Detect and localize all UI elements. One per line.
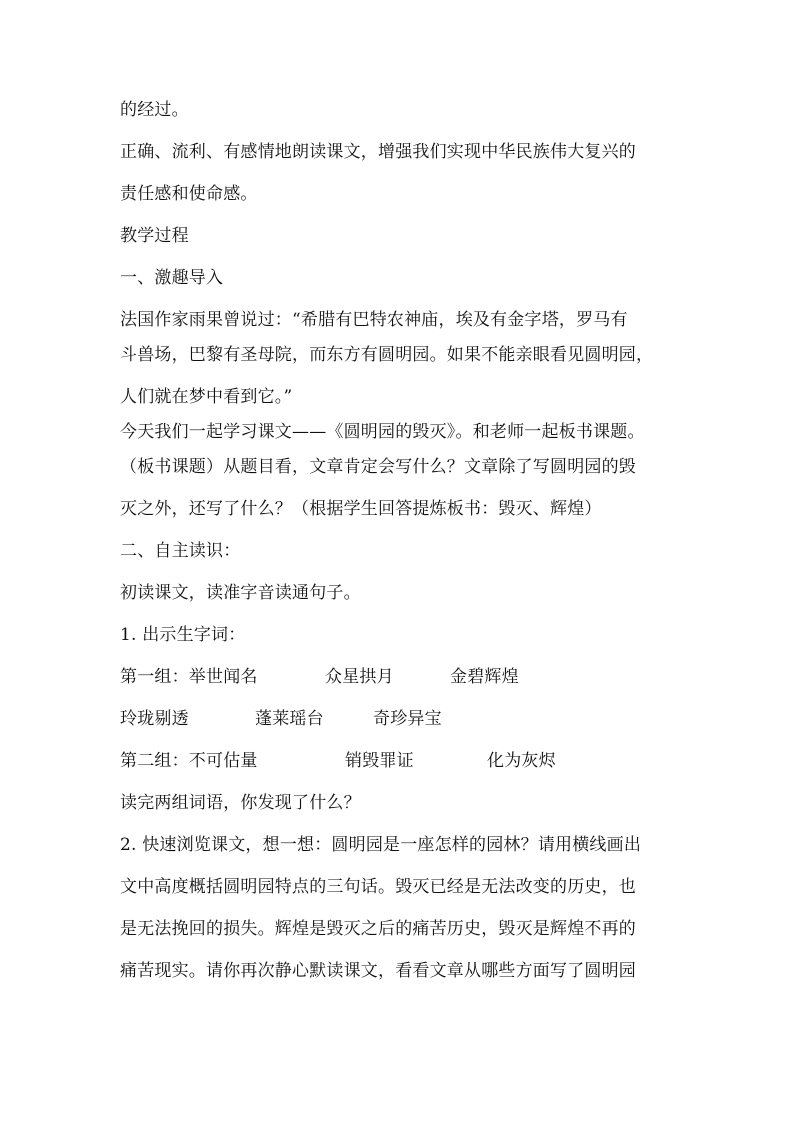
- vocab-word: 第二组：不可估量: [120, 751, 258, 771]
- vocab-word: 第一组：举世闻名: [120, 667, 258, 687]
- vocab-word: 金碧辉煌: [450, 667, 519, 687]
- vocab-word: 蓬莱瑶台: [255, 709, 324, 729]
- vocab-word: 化为灰烬: [487, 751, 556, 771]
- text-line: 文中高度概括圆明园特点的三句话。毁灭已经是无法改变的历史，也: [120, 877, 636, 897]
- text-line: 痛苦现实。请你再次静心默读课文，看看文章从哪些方面写了圆明园: [120, 961, 636, 981]
- text-line: 今天我们一起学习课文——《圆明园的毁灭》。和老师一起板书课题。: [120, 422, 645, 442]
- vocab-group-2: [120, 751, 686, 771]
- text-line: （板书课题）从题目看，文章肯定会写什么？文章除了写圆明园的毁: [120, 457, 636, 477]
- text-line: 的经过。: [120, 100, 189, 120]
- text-line: 法国作家雨果曾说过：“希腊有巴特农神庙，埃及有金字塔，罗马有: [120, 310, 628, 330]
- document-body: [120, 100, 686, 1003]
- text-line: 正确、流利、有感情地朗读课文，增强我们实现中华民族伟大复兴的: [120, 142, 636, 162]
- text-line: 读完两组词语，你发现了什么？: [120, 793, 361, 813]
- text-line: 灭之外，还写了什么？（根据学生回答提炼板书：毁灭、辉煌）: [120, 499, 602, 519]
- text-line: 是无法挽回的损失。辉煌是毁灭之后的痛苦历史，毁灭是辉煌不再的: [120, 919, 636, 939]
- section-heading: 一、激趣导入: [120, 268, 224, 288]
- text-line: 责任感和使命感。: [120, 184, 258, 204]
- text-line: 人们就在梦中看到它。”: [120, 387, 293, 407]
- vocab-group-1: [120, 667, 686, 687]
- text-line: 斗兽场，巴黎有圣母院，而东方有圆明园。如果不能亲眼看见圆明园，: [120, 345, 654, 365]
- vocab-group-1-continued: [120, 709, 686, 729]
- text-line: 初读课文，读准字音读通句子。: [120, 583, 361, 603]
- vocab-word: 众星拱月: [325, 667, 394, 687]
- text-line: 2. 快速浏览课文，想一想：圆明园是一座怎样的园林？请用横线画出: [120, 835, 642, 855]
- vocab-word: 奇珍异宝: [373, 709, 442, 729]
- vocab-word: 销毁罪证: [345, 751, 414, 771]
- section-heading: 二、自主读识：: [120, 541, 241, 561]
- text-line: 1. 出示生字词：: [120, 625, 246, 645]
- section-heading: 教学过程: [120, 226, 189, 246]
- vocab-word: 玲珑剔透: [120, 709, 189, 729]
